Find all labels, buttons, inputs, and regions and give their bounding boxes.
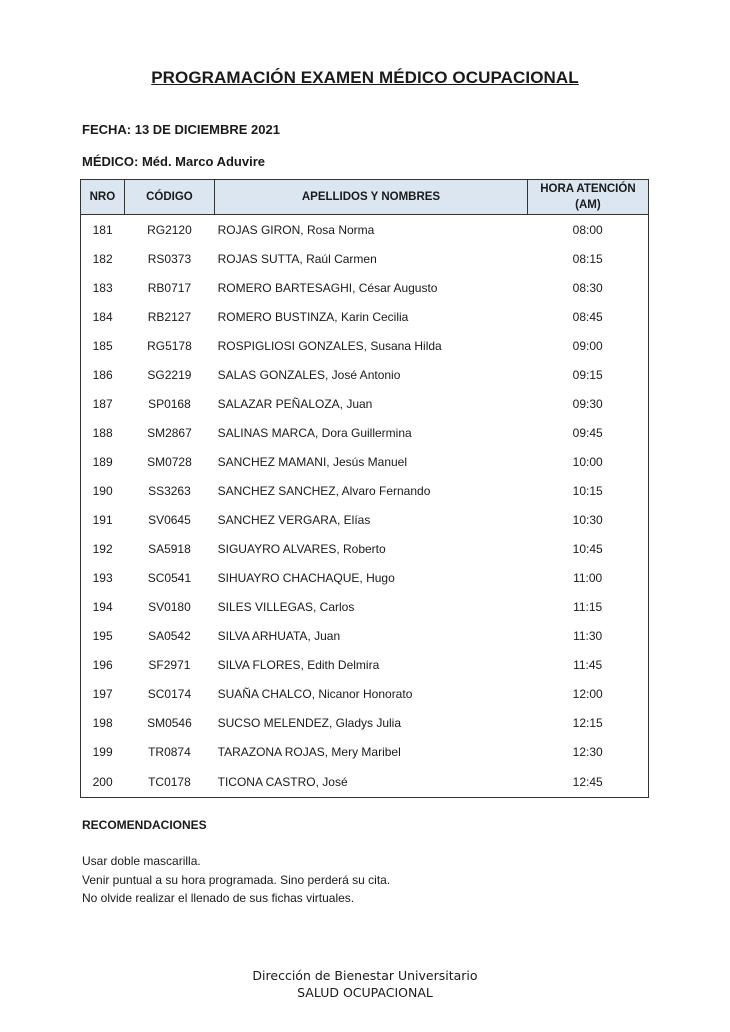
footer <box>0 967 730 1001</box>
row-nro: 189 <box>92 454 113 469</box>
recommendations-list <box>82 852 390 908</box>
row-code: RB0717 <box>147 280 192 295</box>
header-time-period: (AM) <box>575 199 601 211</box>
row-code: RB2127 <box>147 309 192 324</box>
row-nro: 183 <box>92 280 113 295</box>
row-time: 09:15 <box>572 367 603 382</box>
row-nro: 185 <box>92 338 113 353</box>
table-row <box>81 418 649 447</box>
row-time: 10:30 <box>572 512 603 527</box>
row-nro: 191 <box>92 512 113 527</box>
row-time: 08:15 <box>572 251 603 266</box>
row-nro: 197 <box>92 686 113 701</box>
row-name: SUCSO MELENDEZ, Gladys Julia <box>217 715 402 730</box>
row-name: ROMERO BUSTINZA, Karin Cecilia <box>217 309 409 324</box>
row-code: RG5178 <box>147 338 192 353</box>
row-code: SV0645 <box>148 512 191 527</box>
row-time: 10:45 <box>572 541 603 556</box>
row-name: SALAS GONZALES, José Antonio <box>217 367 401 382</box>
row-nro: 195 <box>92 628 113 643</box>
row-name: SANCHEZ MAMANI, Jesús Manuel <box>217 454 408 469</box>
doctor-name: MÉDICO: Méd. Marco Aduvire <box>82 154 265 169</box>
recommendations-title: RECOMENDACIONES <box>82 818 207 832</box>
header-name: APELLIDOS Y NOMBRES <box>215 180 528 215</box>
row-time: 11:15 <box>573 599 603 614</box>
row-nro: 181 <box>92 222 113 237</box>
row-name: ROMERO BARTESAGHI, César Augusto <box>217 280 438 295</box>
row-code: SM0546 <box>147 715 192 730</box>
footer-department: Dirección de Bienestar Universitario <box>252 968 478 983</box>
row-name: ROSPIGLIOSI GONZALES, Susana Hilda <box>217 338 442 353</box>
row-time: 10:00 <box>572 454 603 469</box>
row-code: SF2971 <box>148 657 191 672</box>
footer-unit: SALUD OCUPACIONAL <box>297 985 433 1000</box>
row-name: SIGUAYRO ALVARES, Roberto <box>217 541 386 556</box>
row-code: SV0180 <box>148 599 191 614</box>
table-row <box>81 650 649 679</box>
recommendation-item: Usar doble mascarilla. <box>82 854 201 868</box>
row-code: SA0542 <box>148 628 191 643</box>
row-nro: 200 <box>92 774 113 789</box>
table-row <box>81 302 649 331</box>
row-time: 09:45 <box>572 425 603 440</box>
row-time: 09:00 <box>572 338 603 353</box>
row-name: SANCHEZ VERGARA, Elías <box>217 512 371 527</box>
row-nro: 198 <box>92 715 113 730</box>
table-row <box>81 563 649 592</box>
table-row <box>81 273 649 302</box>
row-code: TR0874 <box>148 744 191 759</box>
row-code: RG2120 <box>147 222 192 237</box>
table-row <box>81 708 649 737</box>
row-code: SG2219 <box>147 367 192 382</box>
row-nro: 196 <box>92 657 113 672</box>
row-code: SP0168 <box>148 396 191 411</box>
row-time: 11:30 <box>573 628 603 643</box>
row-nro: 186 <box>92 367 113 382</box>
row-code: SM2867 <box>147 425 192 440</box>
row-name: TICONA CASTRO, José <box>217 774 348 789</box>
schedule-table <box>80 179 649 798</box>
row-name: SALAZAR PEÑALOZA, Juan <box>217 396 373 411</box>
table-row <box>81 505 649 534</box>
row-code: SC0541 <box>147 570 192 585</box>
recommendation-item: No olvide realizar el llenado de sus fichas virtuales. <box>82 891 355 905</box>
row-nro: 187 <box>92 396 113 411</box>
row-time: 12:00 <box>572 686 603 701</box>
row-time: 11:45 <box>573 657 603 672</box>
row-time: 11:00 <box>573 570 603 585</box>
row-time: 12:30 <box>572 744 603 759</box>
row-name: SANCHEZ SANCHEZ, Alvaro Fernando <box>217 483 431 498</box>
table-row <box>81 331 649 360</box>
header-row <box>81 180 649 215</box>
row-code: TC0178 <box>148 774 191 789</box>
row-time: 08:45 <box>572 309 603 324</box>
row-code: SC0174 <box>147 686 192 701</box>
row-time: 12:45 <box>572 774 603 789</box>
header-time-label: HORA ATENCIÓN <box>540 183 636 195</box>
row-nro: 194 <box>92 599 113 614</box>
page-title: PROGRAMACIÓN EXAMEN MÉDICO OCUPACIONAL <box>151 68 579 87</box>
table-header <box>81 180 649 215</box>
row-nro: 184 <box>92 309 113 324</box>
table-row <box>81 737 649 766</box>
table-row <box>81 389 649 418</box>
row-name: ROJAS SUTTA, Raúl Carmen <box>217 251 377 266</box>
row-nro: 192 <box>92 541 113 556</box>
table-row <box>81 592 649 621</box>
row-time: 08:00 <box>572 222 603 237</box>
row-name: SUAÑA CHALCO, Nicanor Honorato <box>217 686 413 701</box>
row-name: SILVA FLORES, Edith Delmira <box>217 657 380 672</box>
table-row <box>81 360 649 389</box>
row-time: 08:30 <box>572 280 603 295</box>
table-row <box>81 244 649 273</box>
row-code: SA5918 <box>148 541 191 556</box>
row-nro: 193 <box>92 570 113 585</box>
row-time: 09:30 <box>572 396 603 411</box>
table-row <box>81 447 649 476</box>
row-nro: 182 <box>92 251 113 266</box>
table-row <box>81 679 649 708</box>
row-name: TARAZONA ROJAS, Mery Maribel <box>217 744 401 759</box>
table-body <box>81 215 649 798</box>
recommendation-item: Venir puntual a su hora programada. Sino perderá su cita. <box>82 872 391 887</box>
row-code: SM0728 <box>147 454 192 469</box>
table-row <box>81 621 649 650</box>
header-code: CÓDIGO <box>124 180 214 215</box>
row-code: SS3263 <box>148 483 191 498</box>
table-row <box>81 766 649 798</box>
row-name: SILES VILLEGAS, Carlos <box>217 599 355 614</box>
header-time <box>527 180 648 215</box>
row-name: SIHUAYRO CHACHAQUE, Hugo <box>217 570 395 585</box>
table-row <box>81 215 649 245</box>
row-time: 12:15 <box>572 715 603 730</box>
row-time: 10:15 <box>572 483 603 498</box>
row-name: SILVA ARHUATA, Juan <box>217 628 341 643</box>
table-row <box>81 534 649 563</box>
row-name: ROJAS GIRON, Rosa Norma <box>217 222 375 237</box>
header-nro: NRO <box>81 180 125 215</box>
row-nro: 190 <box>92 483 113 498</box>
row-code: RS0373 <box>147 251 192 266</box>
row-nro: 199 <box>92 744 113 759</box>
row-name: SALINAS MARCA, Dora Guillermina <box>217 425 412 440</box>
exam-date: FECHA: 13 DE DICIEMBRE 2021 <box>82 122 280 137</box>
row-nro: 188 <box>92 425 113 440</box>
table-row <box>81 476 649 505</box>
